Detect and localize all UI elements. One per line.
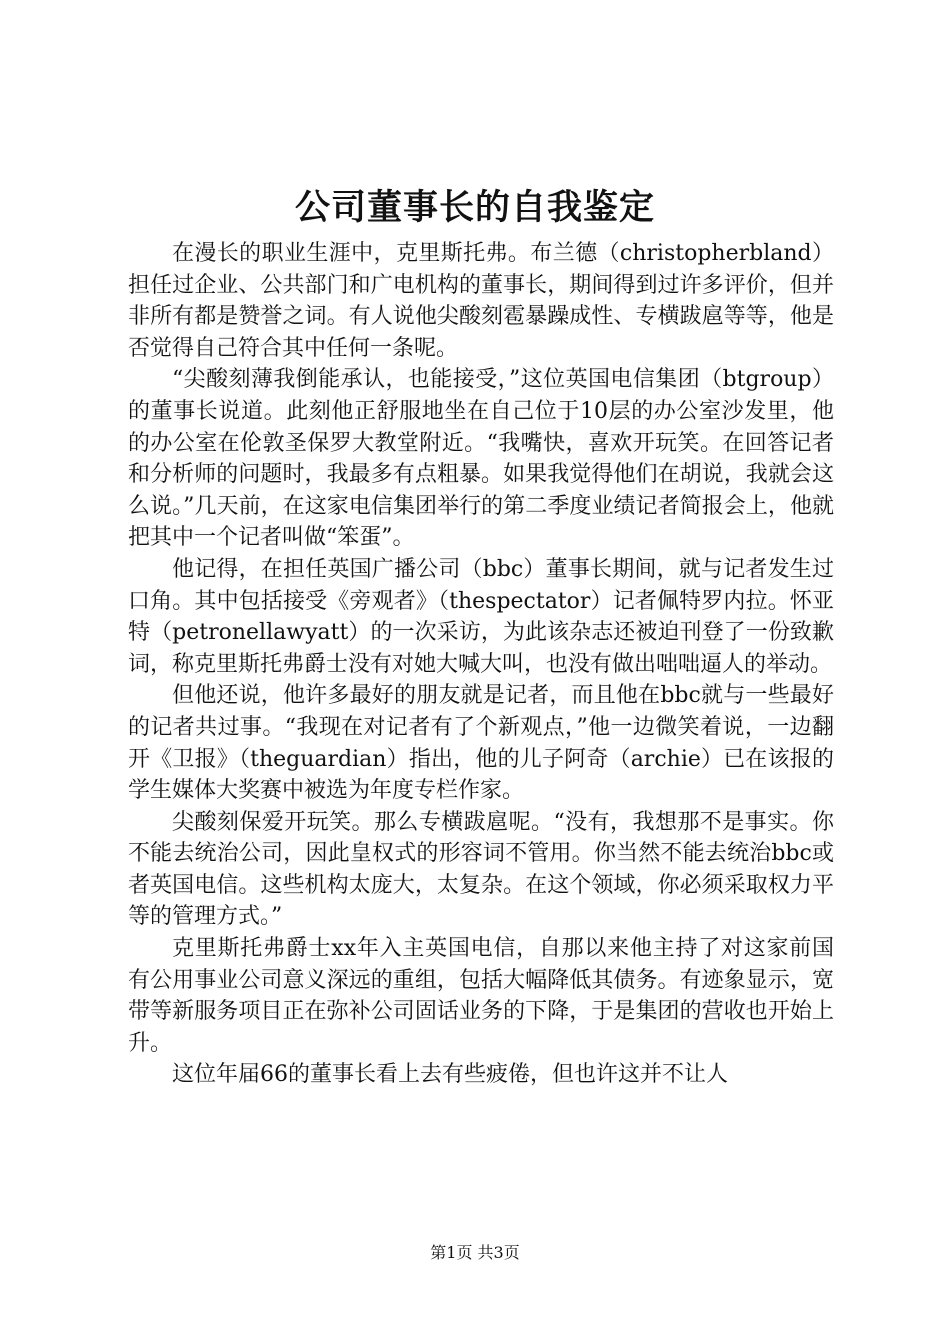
paragraph-2: “尖酸刻薄我倒能承认，也能接受，”这位英国电信集团（btgroup）的董事长说道。此刻他正舒服地坐在自己位于10层的办公室沙发里，他的办公室在伦敦圣保罗大教堂附近。“我嘴快，喜欢开玩笑。在回答记者和分析师的问题时，我最多有点粗暴。如果我觉得他们在胡说，我就会这么说。”几天前，在这家电信集团举行的第二季度业绩记者简报会上，他就把其中一个记者叫做“笨蛋”。 [128, 367, 834, 551]
paragraph-1: 在漫长的职业生涯中，克里斯托弗。布兰德（christopherbland）担任过企业、公共部门和广电机构的董事长，期间得到过许多评价，但并非所有都是赞誉之词。有人说他尖酸刻雹暴躁成性、专横跋扈等等，他是否觉得自己符合其中任何一条呢。 [128, 241, 834, 361]
document-title: 公司董事长的自我鉴定 [294, 187, 655, 228]
paragraph-5: 尖酸刻保爱开玩笑。那么专横跋扈呢。“没有，我想那不是事实。你不能去统治公司，因此皇权式的形容词不管用。你当然不能去统治bbc或者英国电信。这些机构太庞大，太复杂。在这个领域，你必须采取权力平等的管理方式。” [128, 809, 834, 930]
paragraph-3: 他记得，在担任英国广播公司（bbc）董事长期间，就与记者发生过口角。其中包括接受《旁观者》（thespectator）记者佩特罗内拉。怀亚特（petronellawyatt）的一次采访，为此该杂志还被迫刊登了一份致歉词，称克里斯托弗爵士没有对她大喊大叫，也没有做出咄咄逼人的举动。 [128, 556, 834, 677]
page-footer: 第1页 共3页 [430, 1243, 520, 1262]
paragraph-7: 这位年届66的董事长看上去有些疲倦，但也许这并不让人 [172, 1062, 728, 1088]
paragraph-6: 克里斯托弗爵士xx年入主英国电信，自那以来他主持了对这家前国有公用事业公司意义深远的重组，包括大幅降低其债务。有迹象显示，宽带等新服务项目正在弥补公司固话业务的下降，于是集团的营收也开始上升。 [128, 936, 834, 1056]
document-body [128, 238, 834, 1091]
paragraph-4: 但他还说，他许多最好的朋友就是记者，而且他在bbc就与一些最好的记者共过事。“我现在对记者有了个新观点，”他一边微笑着说，一边翻开《卫报》（theguardian）指出，他的儿子阿奇（archie）已在该报的学生媒体大奖赛中被选为年度专栏作家。 [128, 683, 834, 804]
